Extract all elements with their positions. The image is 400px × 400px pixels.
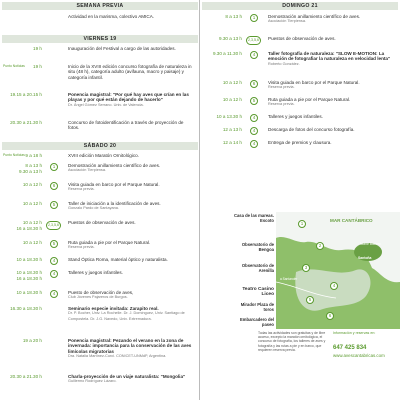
location-badge: 1 — [250, 14, 258, 22]
map-pin-1: 1 — [298, 220, 306, 228]
schedule-row — [0, 240, 198, 252]
access-note: Todas las actividades son gratuitas y de libre acceso, excepto la maratón ornitológica, el concurso de fotografía, los talleres de aves y fotografía y las rutas a pie y en barco, que requieren reserva previa. — [258, 331, 326, 352]
activity-text — [268, 80, 394, 91]
schedule-row — [0, 163, 198, 177]
time-label: 10 a 18.30 h — [16, 290, 42, 295]
activity-text: XVIII edición Maratón Ornitológico. — [68, 153, 139, 158]
schedule-row — [200, 97, 398, 109]
activity-text — [68, 290, 194, 301]
location-badge: 4 — [250, 51, 258, 59]
location-badge: 6 — [50, 182, 58, 190]
location-badge: 6 — [250, 80, 258, 88]
map-label-5: Mirador Plaza de toros — [240, 302, 274, 312]
map-pin-5: 5 — [306, 296, 314, 304]
schedule-row — [0, 182, 198, 194]
activity-text — [268, 97, 394, 108]
schedule-row — [0, 14, 198, 22]
punto-noticias-tag: Punto Noticias — [3, 153, 25, 157]
schedule-row — [0, 290, 198, 302]
time-label: 10 a 12 h — [222, 80, 242, 85]
activity-text — [68, 163, 194, 174]
time-label: 10 a 18.30 h — [16, 257, 42, 262]
activity-title: Visita guiada en barco por el Parque Natural. — [68, 182, 160, 187]
schedule-row — [0, 306, 198, 332]
time-label: 12 a 13 h — [222, 127, 242, 132]
speaker: Dr. Ángel Gómez Serrano. Univ. de Valencia. — [68, 102, 144, 107]
location-badge: 4 — [250, 114, 258, 122]
map-pin-3: 3 — [302, 264, 310, 272]
schedule-row — [0, 220, 198, 234]
location-badge: 4 — [50, 270, 58, 278]
day-header-semana-previa: SEMANA PREVIA — [2, 2, 198, 10]
location-badge: 4 — [50, 257, 58, 265]
time-label: 9.30 a 11.30 h — [212, 51, 242, 56]
activity-text: Concurso de fotoidentificación a través de proyección de fotos. — [68, 120, 184, 131]
activity-text: Puestos de observación de aves. — [68, 220, 136, 225]
time-label: 19.15 a 20.15 h — [10, 92, 42, 97]
schedule-row — [200, 36, 398, 46]
activity-text — [68, 201, 194, 212]
schedule-row — [0, 120, 198, 132]
organizer: Gonzalo Pardo de Santayana. — [68, 206, 119, 211]
time-label: 10 a 12 h — [222, 97, 242, 102]
schedule-row — [0, 92, 198, 114]
map-label-6: Embarcadero del paseo — [240, 317, 274, 327]
website-link[interactable]: www.avescantabricas.com — [333, 353, 385, 358]
speaker: Dra. Natalia Martínez-Curci. CONICET-UNMdP, Argentina. — [68, 354, 167, 359]
schedule-row — [200, 14, 398, 26]
activity-title: Visita guiada en barco por el Parque Natural. — [268, 80, 360, 85]
location-badge: 4 — [50, 290, 58, 298]
reservation-note: Reserva previa. — [268, 102, 295, 107]
schedule-row — [200, 140, 398, 148]
organizer: Club Jóvenes Pajareros de Burgos. — [68, 295, 128, 300]
map-pin-6: 6 — [326, 312, 334, 320]
time-label: 9 a 18 h — [25, 153, 42, 158]
location-badge: 5 — [50, 201, 58, 209]
schedule-row — [200, 127, 398, 135]
location-badge: 2,3,5,6 — [46, 221, 61, 230]
schedule-row — [0, 46, 198, 58]
day-header-sabado: SÁBADO 20 — [2, 142, 198, 150]
time-label: 16 a 18.30 h — [16, 226, 42, 231]
time-label: 10 a 12 h — [22, 240, 42, 245]
map-label-3: Observatorio de Arenilla — [241, 263, 274, 273]
activity-text — [68, 182, 194, 193]
activity-text — [68, 240, 194, 251]
time-label: 19 h — [33, 46, 42, 51]
activity-text — [68, 338, 194, 360]
location-badge: 1 — [50, 163, 58, 171]
time-label: 8 a 13 h — [25, 163, 42, 168]
location-badge: 5 — [50, 240, 58, 248]
activity-text — [268, 51, 394, 67]
map-label-4: Teatro Casino Liceo — [242, 287, 274, 297]
instructor: Roberto González. — [268, 61, 300, 66]
sea-label: MAR CANTÁBRICO — [330, 218, 373, 223]
location-map — [276, 212, 400, 329]
map-label-1: Casa de las mareas. Escoto — [233, 213, 274, 223]
activity-text: Talleres y juegos infantiles. — [68, 270, 123, 275]
time-label: 20.30 a 21.30 h — [10, 120, 42, 125]
map-pin-4: 4 — [330, 282, 338, 290]
activity-title: Puesto de observación de aves, — [68, 290, 134, 295]
location-badge: 4 — [250, 127, 258, 135]
activity-text: Inicio de la XVIII edición concurso fotografía de naturaleza in situ (48 h), categoría adulto (avifauna, macro y paisaje) y categoría infantil. — [68, 64, 192, 80]
activity-text: Talleres y juegos infantiles. — [268, 114, 323, 119]
road-label: a Santander — [280, 277, 298, 281]
schedule-row — [0, 374, 198, 398]
activity-text — [68, 92, 194, 108]
time-label: 10 a 12 h — [22, 182, 42, 187]
schedule-row — [0, 270, 198, 284]
punto-noticias-tag: Punto Noticias — [3, 64, 25, 68]
map-graphic — [276, 212, 400, 329]
time-label: 10 a 13.30 h — [216, 114, 242, 119]
map-pin-2: 2 — [316, 242, 324, 250]
time-label: 19 a 20 h — [22, 338, 42, 343]
town-label-monte-buciero: Monte Buciero — [360, 242, 381, 246]
location-badge: 5 — [250, 97, 258, 105]
speakers: Dr. P. Bocher, Univ. La Rochelle. Dr. J. Domínguez, Univ. Santiago de Compostela. Dr. J.G. Navedo, Univ. Extremadura. — [68, 311, 185, 321]
activity-title: Taller de iniciación a la identificación de aves. — [68, 201, 161, 206]
reservation-note: Reserva previa. — [68, 187, 95, 192]
town-label-santona: Santoña — [358, 256, 372, 260]
location-badge: 2,3,5,6 — [246, 36, 261, 45]
schedule-row — [0, 64, 198, 86]
schedule-row — [200, 80, 398, 92]
time-label: 19 h — [33, 64, 42, 69]
location-badge: 4 — [250, 140, 258, 148]
info-label: Información y reservas en: — [333, 331, 376, 335]
day-header-domingo: DOMINGO 21 — [202, 2, 398, 10]
time-label: 10 a 12 h — [22, 220, 42, 225]
time-label: 10 a 18.30 h — [16, 270, 42, 275]
talk-title: Ponencia magistral: Pezando el verano en la zona de invernada: importancia para la conservación de las aves limícolas migratorias — [68, 338, 192, 354]
organizer: Asociación Tierpiensa. — [68, 168, 106, 173]
talk-title: Charla-proyección de un viaje naturalista: "Mongolia" — [68, 374, 186, 379]
reservation-note: Reserva previa. — [268, 85, 295, 90]
activity-title: Ruta guiada a pie por el Parque Natural. — [68, 240, 151, 245]
time-label: 9.30 a 13 h — [219, 36, 242, 41]
activity-title: Ruta guiada a pie por el Parque Natural. — [268, 97, 351, 102]
schedule-row — [0, 201, 198, 213]
schedule-row — [200, 51, 398, 75]
activity-title: Demostración anillamiento científico de aves. — [268, 14, 361, 19]
activity-text — [68, 374, 194, 385]
time-label: 16.30 a 18.30 h — [10, 306, 42, 311]
time-label: 16 a 18.30 h — [16, 276, 42, 281]
schedule-row — [0, 153, 198, 160]
activity-text: Actividad en la marisma, colectivo AMICA. — [68, 14, 155, 19]
schedule-row — [0, 338, 198, 372]
seminar-title: Seminario especie invitada: Zarapito real. — [68, 306, 159, 311]
time-label: 20.30 a 21.30 h — [10, 374, 42, 379]
map-label-2: Observatorio de Bengoa — [241, 242, 274, 252]
activity-text: Entrega de premios y clausura. — [268, 140, 332, 145]
time-label: 12 a 14 h — [222, 140, 242, 145]
schedule-row — [200, 114, 398, 122]
schedule-row — [0, 257, 198, 265]
organizer: Asociación Tierpiensa. — [268, 19, 306, 24]
activity-text — [68, 306, 194, 322]
speaker: Guillermo Rodríguez Lázaro. — [68, 379, 117, 384]
reservation-note: Reserva previa. — [68, 245, 95, 250]
time-label: 8 a 13 h — [225, 14, 242, 19]
day-header-viernes: VIERNES 19 — [2, 35, 198, 43]
phone-number[interactable]: 647 425 834 — [333, 345, 367, 351]
activity-text: Puestos de observación de aves. — [268, 36, 336, 41]
activity-text — [268, 14, 394, 25]
activity-title: Demostración anillamiento científico de aves. — [68, 163, 161, 168]
workshop-title: Taller fotografía de naturaleza: "SLOW E-MOTION: La emoción de fotografiar la naturaleza en velocidad lenta" — [268, 51, 391, 62]
time-label: 10 a 12 h — [22, 201, 42, 206]
activity-text: Inauguración del Festival a cargo de las autoridades. — [68, 46, 176, 51]
talk-title: Ponencia magistral: "Por qué hay aves que crían en las playas y por qué están dejando de hacerlo" — [68, 92, 189, 103]
time-label: 9.30 a 13 h — [19, 169, 42, 174]
activity-text: Stand Óptica Roma, material óptico y naturalista. — [68, 257, 168, 262]
activity-text: Descarga de fotos del concurso fotografía. — [268, 127, 355, 132]
